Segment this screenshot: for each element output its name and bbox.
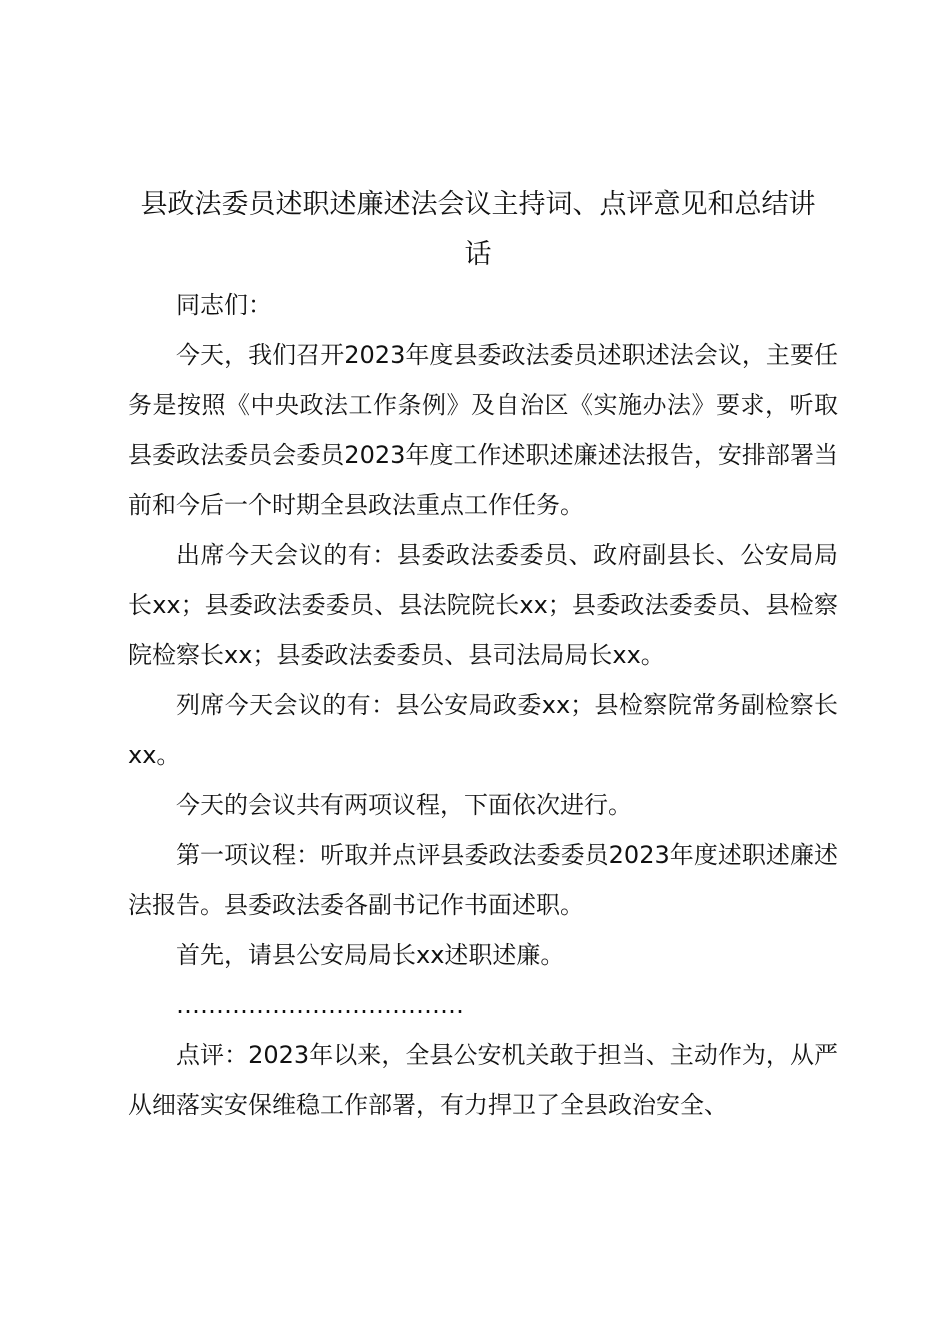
body-paragraph: 列席今天会议的有：县公安局政委xx；县检察院常务副检察长xx。 (128, 691, 838, 769)
body-paragraph: 第一项议程：听取并点评县委政法委委员2023年度述职述廉述法报告。县委政法委各副书记作书面述职。 (128, 841, 838, 919)
document-title: 县政法委员述职述廉述法会议主持词、点评意见和总结讲话 (140, 189, 816, 270)
body-paragraph: 首先，请县公安局局长xx述职述廉。 (176, 941, 565, 969)
body-paragraph: 点评：2023年以来，全县公安机关敢于担当、主动作为，从严从细落实安保维稳工作部署，有力捍卫了全县政治安全、 (128, 1041, 838, 1119)
body-paragraph: 今天，我们召开2023年度县委政法委员述职述法会议，主要任务是按照《中央政法工作条例》及自治区《实施办法》要求，听取县委政法委员会委员2023年度工作述职述廉述法报告，安排部署当前和今后一个时期全县政法重点工作任务。 (128, 341, 838, 519)
document-body (128, 280, 838, 1130)
body-paragraph: 出席今天会议的有：县委政法委委员、政府副县长、公安局局长xx；县委政法委委员、县法院院长xx；县委政法委委员、县检察院检察长xx；县委政法委委员、县司法局局长xx。 (128, 541, 838, 669)
ellipsis-paragraph: ……………………………… (176, 991, 464, 1019)
body-paragraph: 今天的会议共有两项议程，下面依次进行。 (176, 791, 632, 819)
greeting-paragraph: 同志们： (176, 291, 272, 319)
